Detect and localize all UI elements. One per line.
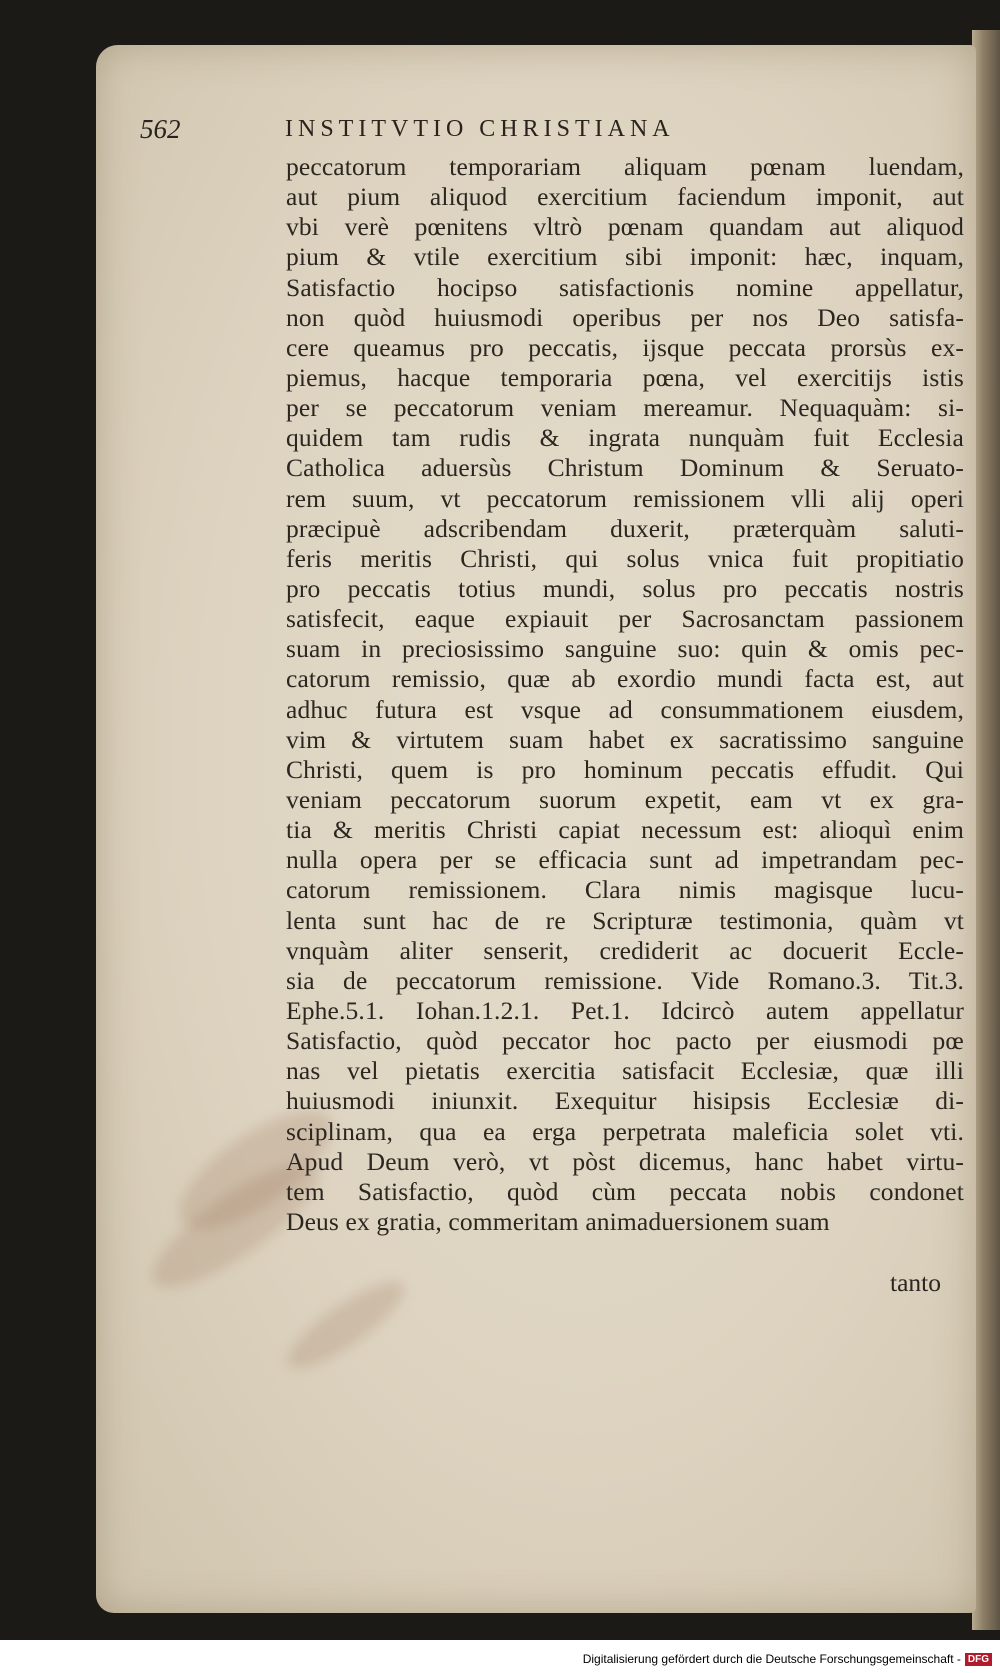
text-line: tem Satisfactio, quòd cùm peccata nobis condonet (286, 1176, 964, 1206)
text-line: sia de peccatorum remissione. Vide Romano.3. Tit.3. (286, 965, 964, 995)
text-line: nas vel pietatis exercitia satisfacit Ecclesiæ, quæ illi (286, 1056, 964, 1086)
text-line: præcipuè adscribendam duxerit, præterquàm saluti- (286, 513, 964, 543)
credit-text: Digitalisierung gefördert durch die Deutsche Forschungsgemeinschaft - (582, 1652, 961, 1666)
text-line: aut pium aliquod exercitium faciendum imponit, aut (286, 182, 964, 212)
text-line: satisfecit, eaque expiauit per Sacrosanctam passionem (286, 604, 964, 634)
text-line: feris meritis Christi, qui solus vnica fuit propitiatio (286, 543, 964, 573)
text-line: huiusmodi iniunxit. Exequitur hisipsis Ecclesiæ di- (286, 1086, 964, 1116)
text-line: pium & vtile exercitium sibi imponit: hæc, inquam, (286, 242, 964, 272)
running-title: INSTITVTIO CHRISTIANA (285, 116, 675, 142)
text-line: lenta sunt hac de re Scripturæ testimonia, quàm vt (286, 905, 964, 935)
page-number: 562 (140, 114, 181, 144)
dfg-logo: DFG (965, 1653, 992, 1666)
text-line: veniam peccatorum suorum expetit, eam vt ex gra- (286, 784, 964, 814)
text-line: piemus, hacque temporaria pœna, vel exercitijs istis (286, 362, 964, 392)
text-line: vnquàm aliter senserit, crediderit ac docuerit Eccle- (286, 935, 964, 965)
stain (277, 1268, 415, 1381)
text-line: Catholica aduersùs Christum Dominum & Seruato- (286, 453, 964, 483)
text-line: vbi verè pœnitens vltrò pœnam quandam aut aliquod (286, 212, 964, 242)
text-line: Christi, quem is pro hominum peccatis effudit. Qui (286, 754, 964, 784)
text-line: peccatorum temporariam aliquam pœnam luendam, (286, 152, 964, 181)
text-line: pro peccatis totius mundi, solus pro peccatis nostris (286, 573, 964, 603)
body-text (286, 152, 964, 1237)
text-line: catorum remissio, quæ ab exordio mundi facta est, aut (286, 664, 964, 694)
text-line: quidem tam rudis & ingrata nunquàm fuit Ecclesia (286, 423, 964, 453)
text-line: tia & meritis Christi capiat necessum est: alioquì enim (286, 815, 964, 845)
footer-credit (583, 1650, 992, 1668)
text-line: Deus ex gratia, commeritam animaduersionem suam (286, 1206, 830, 1236)
text-line: nulla opera per se efficacia sunt ad impetrandam pec- (286, 845, 964, 875)
catchword: tanto (890, 1268, 941, 1297)
text-line: Satisfactio, quòd peccator hoc pacto per eiusmodi pœ (286, 1026, 964, 1056)
text-line: adhuc futura est vsque ad consummationem eiusdem, (286, 694, 964, 724)
page-header (140, 110, 860, 150)
text-line: catorum remissionem. Clara nimis magisque lucu- (286, 875, 964, 905)
text-line: suam in preciosissimo sanguine suo: quin & omis pec- (286, 634, 964, 664)
text-line: Apud Deum verò, vt pòst dicemus, hanc habet virtu- (286, 1146, 964, 1176)
text-line: non quòd huiusmodi operibus per nos Deo satisfa- (286, 302, 964, 332)
text-line: vim & virtutem suam habet ex sacratissimo sanguine (286, 724, 964, 754)
text-line: Satisfactio hocipso satisfactionis nomine appellatur, (286, 272, 964, 302)
book-edge (972, 30, 1000, 1630)
text-line: rem suum, vt peccatorum remissionem vlli alij operi (286, 483, 964, 513)
text-line: Ephe.5.1. Iohan.1.2.1. Pet.1. Idcircò autem appellatur (286, 995, 964, 1025)
text-line: cere queamus pro peccatis, ijsque peccata prorsùs ex- (286, 332, 964, 362)
text-line: per se peccatorum veniam mereamur. Nequaquàm: si- (286, 393, 964, 423)
text-line: sciplinam, qua ea erga perpetrata maleficia solet vti. (286, 1116, 964, 1146)
